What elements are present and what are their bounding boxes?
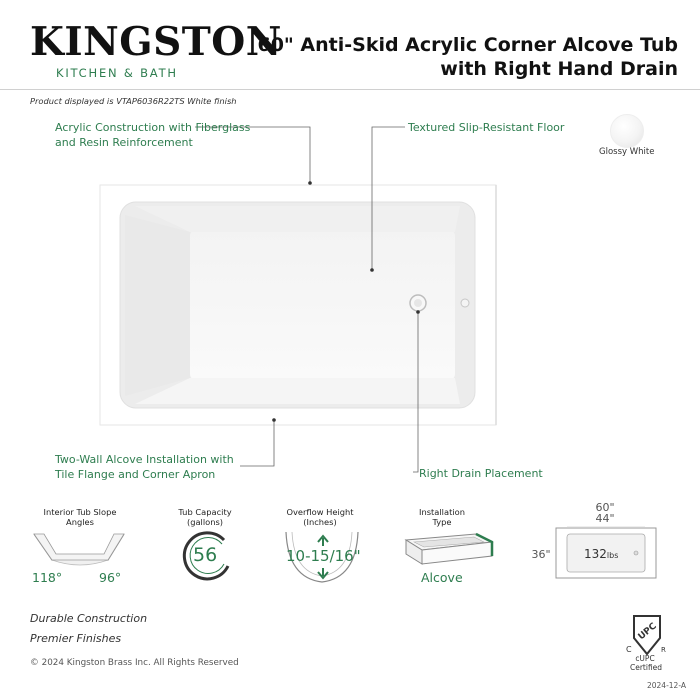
callout-alcove-line2: Tile Flange and Corner Apron [55, 468, 216, 481]
capacity-label [160, 507, 250, 527]
footer-durable: Durable Construction [30, 612, 148, 625]
tub-width: 36" [531, 548, 551, 561]
tub-slope-bottom [135, 378, 460, 404]
slope-angle-right: 96° [99, 570, 122, 585]
tub-weight-value: 132 [584, 547, 607, 561]
cupc-mark-text: UPC [636, 621, 659, 643]
tub-weight-unit: lbs [606, 551, 619, 560]
cupc-c-left: C [626, 645, 632, 654]
tub-slope-top [135, 206, 460, 232]
overflow-icon [461, 299, 469, 307]
tub-weight [584, 547, 618, 561]
installation-label-line1: Installation [419, 507, 465, 517]
installation-label-line2: Type [432, 517, 452, 527]
document-code: 2024-12-A [646, 681, 686, 690]
overflow-value: 10-15/16" [286, 547, 361, 565]
slope-label-line1: Interior Tub Slope [43, 507, 117, 517]
capacity-label-line2: (gallons) [186, 517, 224, 527]
tub-slope-left [125, 215, 190, 396]
brand-name: KINGSTON [30, 19, 282, 65]
callout-drain: Right Drain Placement [419, 467, 543, 480]
outer-length: 60" [595, 501, 615, 514]
capacity-value: 56 [193, 544, 218, 566]
overflow-label-line2: (Inches) [303, 517, 337, 527]
brand-subtitle: KITCHEN & BATH [56, 66, 178, 80]
cupc-line2: Certified [630, 662, 663, 672]
product-note: Product displayed is VTAP6036R22TS White finish [30, 96, 237, 106]
callout-alcove [55, 452, 234, 482]
installation-label [398, 507, 486, 527]
slope-icon [30, 530, 130, 572]
footer-finishes: Premier Finishes [30, 632, 122, 645]
cupc-badge-icon [622, 612, 668, 658]
title-line-1: 60" Anti-Skid Acrylic Corner Alcove Tub [257, 34, 678, 56]
slope-label-line2: Angles [66, 517, 94, 527]
overflow-label [275, 507, 365, 527]
cupc-r-right: R [661, 646, 666, 654]
slope-label [30, 507, 130, 527]
callout-acrylic [55, 120, 250, 150]
inner-length: 44" [595, 512, 615, 525]
installation-value: Alcove [421, 570, 463, 585]
cupc-line1: cUPC [635, 654, 655, 663]
alcove-icon [400, 528, 496, 568]
finish-swatch [610, 114, 644, 148]
slope-angle-left: 118° [32, 570, 63, 585]
callout-acrylic-line2: and Resin Reinforcement [55, 136, 193, 149]
finish-label: Glossy White [599, 147, 655, 157]
callout-alcove-line1: Two-Wall Alcove Installation with [55, 453, 234, 466]
overflow-label-line1: Overflow Height [286, 507, 354, 517]
callout-acrylic-line1: Acrylic Construction with Fiberglass [55, 121, 251, 134]
callout-floor: Textured Slip-Resistant Floor [408, 121, 565, 134]
cupc-caption [630, 654, 663, 672]
title-line-2: with Right Hand Drain [440, 58, 678, 80]
capacity-label-line1: Tub Capacity [178, 507, 232, 517]
copyright: © 2024 Kingston Brass Inc. All Rights Reserved [30, 658, 239, 668]
leader-alcove [240, 420, 274, 466]
